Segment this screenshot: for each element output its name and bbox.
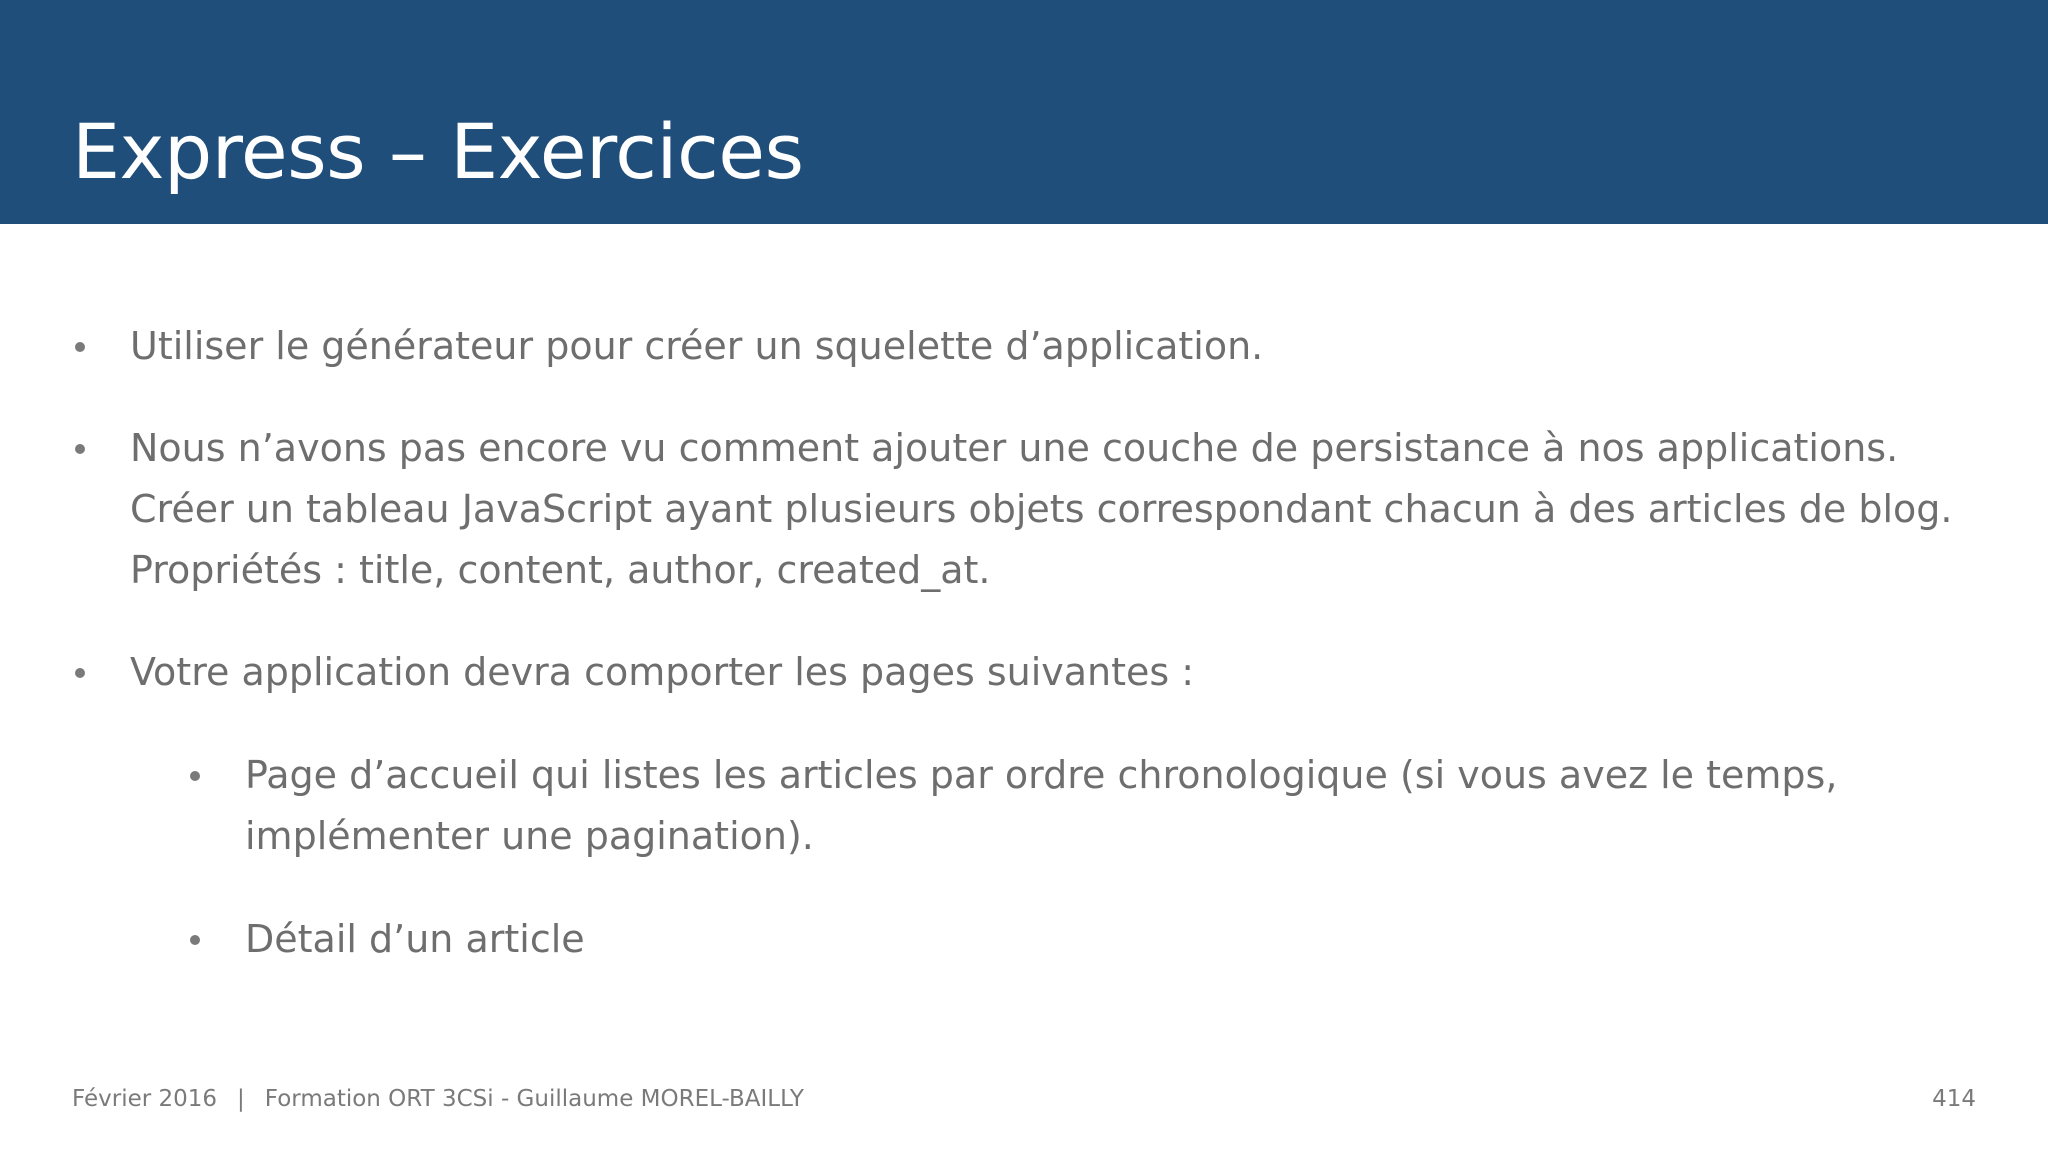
bullet-item — [130, 642, 1970, 703]
sub-bullet-item — [245, 745, 1965, 867]
bullet-text: Nous n’avons pas encore vu comment ajouter une couche de persistance à nos applications. Créer un tableau JavaScript ayant plusieurs objets correspondant chacun à des articles de blog. Propriétés : title, content, author, created_at. — [130, 426, 1953, 592]
bullet-dot-icon — [75, 342, 85, 352]
footer — [72, 1084, 804, 1114]
bullet-dot-icon — [75, 668, 85, 678]
footer-separator: | — [237, 1086, 245, 1112]
bullet-text: Page d’accueil qui listes les articles par ordre chronologique (si vous avez le temps, implémenter une pagination). — [245, 753, 1838, 858]
bullet-text: Détail d’un article — [245, 917, 585, 961]
bullet-dot-icon — [190, 935, 200, 945]
bullet-text: Utiliser le générateur pour créer un squelette d’application. — [130, 324, 1264, 368]
bullet-dot-icon — [75, 444, 85, 454]
page-number: 414 — [1932, 1086, 1976, 1112]
bullet-item — [130, 418, 1980, 601]
footer-course: Formation ORT 3CSi - Guillaume MOREL-BAILLY — [264, 1086, 804, 1112]
sub-bullet-item — [245, 909, 1965, 970]
slide-title: Express – Exercices — [72, 107, 804, 196]
bullet-text: Votre application devra comporter les pages suivantes : — [130, 650, 1195, 694]
footer-date: Février 2016 — [72, 1086, 218, 1112]
bullet-item — [130, 316, 1970, 377]
bullet-dot-icon — [190, 771, 200, 781]
